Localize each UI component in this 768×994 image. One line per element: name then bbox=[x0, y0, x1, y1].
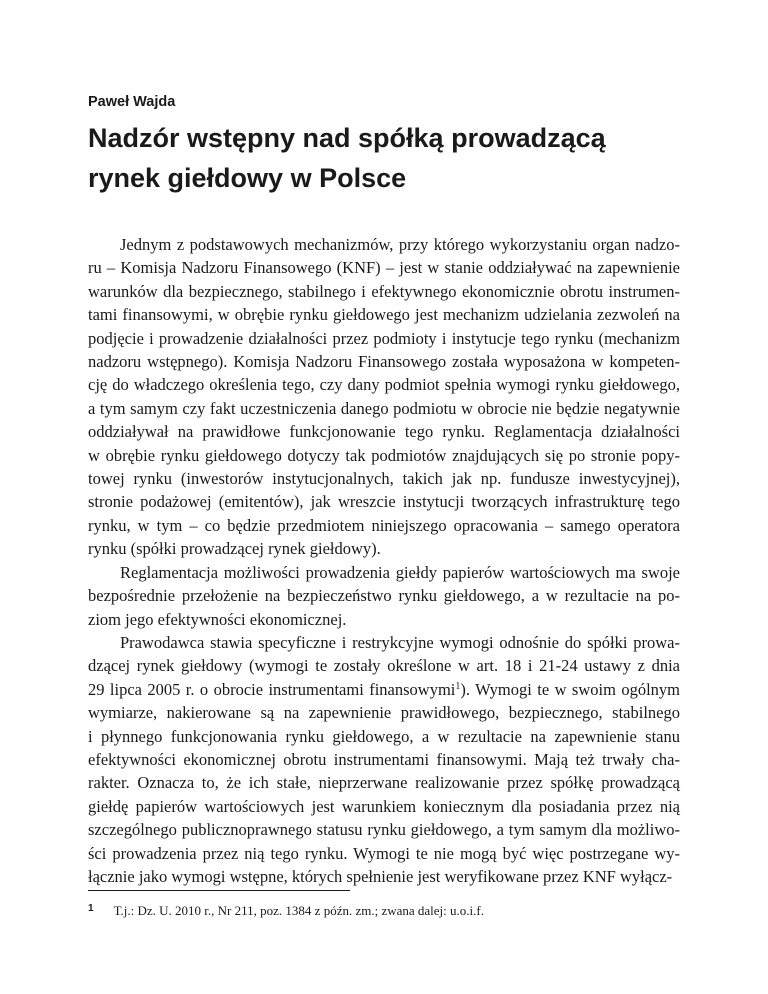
paragraph-line: nadzoru wstępnego). Komisja Nadzoru Finansowego została wyposażona w kompeten- bbox=[88, 352, 680, 372]
paragraph-line: Reglamentacja możliwości prowadzenia giełdy papierów wartościowych ma swoje bbox=[120, 562, 680, 582]
footnote-number: 1 bbox=[88, 903, 94, 914]
paragraph-line: w obrębie rynku giełdowego dotyczy tak podmiotów znajdujących się po stronie popy- bbox=[88, 445, 680, 465]
footnote-reference[interactable]: 1 bbox=[455, 680, 461, 692]
paragraph-line: cję do władczego określenia tego, czy dany podmiot spełnia wymogi rynku giełdowego, bbox=[88, 375, 680, 395]
title-line: Nadzór wstępny nad spółką prowadzącą bbox=[88, 123, 606, 153]
paragraph-line: rakter. Oznacza to, że ich stałe, nieprzerwane realizowanie przez spółkę prowadzącą bbox=[88, 773, 680, 793]
paragraph-line: oddziaływał na prawidłowe funkcjonowanie tego rynku. Reglamentacja działalności bbox=[88, 422, 680, 442]
paragraph-text: ). Wymogi te w swoim ogólnym bbox=[460, 679, 680, 699]
paragraph-line bbox=[88, 678, 680, 701]
paragraph-line: podjęcie i prowadzenie działalności przez podmioty i instytucje tego rynku (mechanizm bbox=[88, 328, 680, 348]
paragraph-line: Prawodawca stawia specyficzne i restrykcyjne wymogi odnośnie do spółki prowa- bbox=[120, 632, 680, 652]
paragraph-line: Jednym z podstawowych mechanizmów, przy którego wykorzystaniu organ nadzo- bbox=[120, 235, 680, 254]
paragraph-line: rynku, w tym – co będzie przedmiotem niniejszego opracowania – samego operatora bbox=[88, 515, 680, 535]
paragraph-line: dzącej rynek giełdowy (wymogi te zostały określone w art. 18 i 21-24 ustawy z dnia bbox=[88, 656, 680, 676]
footnote-separator bbox=[88, 890, 350, 891]
article-title bbox=[88, 118, 708, 198]
paragraph-line: bezpośrednie przełożenie na bezpieczeństwo rynku giełdowego, a w rezultacie na po- bbox=[88, 586, 680, 606]
paragraph-line: łącznie jako wymogi wstępne, których spełnienie jest weryfikowane przez KNF wyłącz- bbox=[88, 866, 673, 886]
paragraph-line: towej rynku (inwestorów instytucjonalnych, takich jak np. fundusze inwestycyjnej), bbox=[88, 469, 680, 489]
article-body bbox=[88, 233, 680, 888]
footnote bbox=[88, 903, 484, 919]
paragraph-text: 29 lipca 2005 r. o obrocie instrumentami finansowymi bbox=[88, 679, 456, 699]
paragraph-line: giełdę papierów wartościowych jest warunkiem koniecznym dla posiadania przez nią bbox=[88, 796, 680, 816]
paragraph-line: ści prowadzenia przez nią tego rynku. Wymogi te nie mogą być więc postrzegane wy- bbox=[88, 843, 680, 863]
paragraph-line: ziom jego efektywności ekonomicznej. bbox=[88, 609, 347, 629]
paragraph-line: szczególnego publicznoprawnego statusu rynku giełdowego, a tym samym dla możliwo- bbox=[88, 820, 680, 840]
paragraph-line: efektywności ekonomicznej obrotu instrumentami finansowymi. Mają też trwały cha- bbox=[88, 749, 680, 769]
title-line: rynek giełdowy w Polsce bbox=[88, 163, 407, 193]
paragraph-line: i płynnego funkcjonowania rynku giełdowego, a w rezultacie na zapewnienie stanu bbox=[88, 726, 680, 746]
paragraph-line: a tym samym czy fakt uczestniczenia danego podmiotu w obrocie nie będzie negatywnie bbox=[88, 398, 680, 418]
paragraph-line: rynku (spółki prowadzącej rynek giełdowy). bbox=[88, 539, 381, 559]
author-name: Paweł Wajda bbox=[88, 94, 176, 110]
paragraph-line: stronie podażowej (emitentów), jak wreszcie instytucji tworzących infrastrukturę tego bbox=[88, 492, 680, 512]
paragraph-line: wymiarze, nakierowane są na zapewnienie prawidłowego, bezpiecznego, stabilnego bbox=[88, 703, 680, 723]
footnote-text: T.j.: Dz. U. 2010 r., Nr 211, poz. 1384 z późn. zm.; zwana dalej: u.o.i.f. bbox=[113, 903, 484, 918]
paragraph-line: ru – Komisja Nadzoru Finansowego (KNF) – jest w stanie oddziaływać na zapewnienie bbox=[88, 258, 680, 278]
paragraph-line: warunków dla bezpiecznego, stabilnego i efektywnego ekonomicznie obrotu instrumen- bbox=[88, 281, 680, 301]
paragraph-line: tami finansowymi, w obrębie rynku giełdowego jest mechanizm udzielania zezwoleń na bbox=[88, 305, 680, 325]
